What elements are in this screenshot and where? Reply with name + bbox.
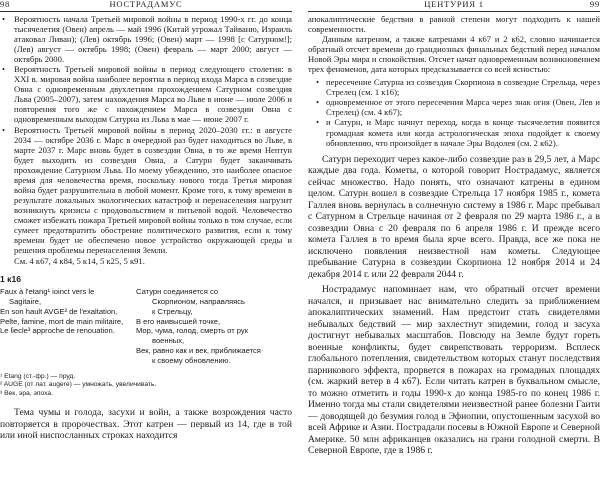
- see-also-reference: См. 4 к67, 4 к84, 5 к14, 5 к25, 5 к91.: [14, 256, 145, 267]
- verse-line: к Стрельцу,: [152, 306, 193, 316]
- verse-line: Скорпионом, направляясь: [152, 297, 246, 307]
- footnote: ¹ Etang (cт.-фр.) — пруд.: [0, 372, 76, 380]
- verse-line: Faux à l'etang¹ ioinct vers le: [0, 287, 95, 297]
- right-page-body: [308, 14, 600, 457]
- right-running-head: [308, 0, 600, 9]
- right-header-rule: [308, 11, 600, 12]
- verse-line: Le ſiecle³ approche de renouation.: [0, 326, 115, 336]
- list-item: • Вероятность Третьей мировой войны в период 2020–2030 гг.: в августе 2034 — октябре 2036 г. Марс в очередной раз будет находиться во Льве, в марте 2037 г. Марс вновь будет в созвездии Овна, в то же время Нептун будет выходить из созвездия Овна, а Сатурн будет заканчивать прохождение Сатурном Льва. По моему убеждению, это наиболее опасное время для человечества время, поскольку нового тогда Третья мировая война будет разрушительна в любой момент. Кроме того, к тому времени в результате локальных экологических катастроф и перенаселения нагрузит возникнуть кризисы с продовольствием и питьевой водой. Человечество сможет избежать пожара Третьей мировой войны только в том случае, если сумеет предотвратить обострение политического развития, если к тому времени будет не обеспечено новое устройство окружающей среды и решения проблемы перенаселения Земли.: [0, 125, 292, 256]
- quatrain: [0, 287, 292, 365]
- verse-line: военных,: [152, 336, 185, 346]
- left-page: [0, 0, 292, 503]
- footnote: ² AUGE (от лат. augere) — умножать, увеличивать.: [0, 381, 157, 389]
- verse-line: Sagitaire,: [9, 297, 42, 307]
- footnote: ³ Век, эра, эпоха.: [0, 389, 53, 397]
- paragraph: Данным катреном, а также катренами 4 к67 и 2 к62, словно начинается обратный отсчет времени до грандиозных финальных бедствий перед началом Новой Эры мира и спокойствия. Отсчет начат одновременным возникновением трех феноменов, дата которых предсказывается со всей ясностью:: [308, 34, 600, 75]
- list-item: • пересечение Сатурна из созвездия Скорпиона в созвездие Стрельца, через Стрелец (см. 1 к16);: [308, 77, 600, 97]
- verse-line: Мор, чума, голод, смерть от рук: [136, 326, 249, 336]
- verse-line: Peſte, famine, mort de main militaire,: [0, 316, 124, 326]
- list-item: • одновременное от этого пересечения Марса через знак огня (Овен, Лев и Стрелец) (см. 4 к67);: [308, 97, 600, 117]
- paragraph: апокалиптические бедствия в равной степени могут подходить к нашей современности.: [308, 14, 600, 35]
- left-page-body: [0, 14, 292, 442]
- paragraph: Нострадамус напоминает нам, что обратный отсчет времени начался, и призывает нас внимательно следить за приближением апокалиптических знамений. Нам предстоит стать свидетелями небывалых бедствий — мир захлестнут эпидемии, голод и засуха достигнут небывалых масштабов. Повсюду на Земле будут гореть военные конфликты, будет свирепствовать терроризм. Всплеск глобального потепления, свидетельством которых станут последствия парникового эффекта, прорвется в пожарах на громадных площадях (см. жаркий ветер в 4 к67). Если читать катрен в буквальном смысле, то можно отметить и годы 1990-х до конца 1985-го по конец 1986 г. Именно тогда мы стали свидетелями неизвестной ранее болезни Гаити — доводящей до безумия голод в Эфиопии, опустошенным засухой во всей Африке и Азии. Пострадали посевы в Южной Европе и Северной Америке. 50 млн африканцев оказались на грани голодной смерти. В Северной Европе, где в 1986 г.: [308, 284, 600, 457]
- verse-line: En son hault AVGE² de l'exaltation,: [0, 306, 118, 316]
- list-item: • Вероятность Третьей мировой войны в период следующего столетия: в XXI в. мировая война наиболее вероятна в период входа Марса в созвездие Овна с одновременным двухлетним прохождением Сатурном созвездия Льва (2005–2007), затем нахождения Марса во Льве в июне — июле 2006 и повторения того же с нахождением Марса в созвездии Овна с одновременным выходом Сатурна из Льва в мае — июне 2007 г.: [0, 64, 292, 124]
- paragraph: Сатурн переходит через какое-либо созвездие раз в 29,5 лет, а Марс каждые два года. Кометы, о которой говорит Нострадамус, является сейчас множество. Надо понять, что означают катрены в едином целом. Сатурн вошел в созвездие Стрельца 17 ноября 1985 г., комета Галлея вновь вернулась в солнечную систему в 1986 г. Марс пребывал с Сатурном в Стрельце начиная от 2 февраля по 29 марта 1986 г., а в созвездии Овна с 20 февраля по 6 апреля 1986 г. И прежде всего комета Галлея в то время была ярче всего. Правда, все же пока не исключено появления неизвестной нам кометы. Следующее пребывание Сатурна в созвездии Скорпиона 12 ноября 2014 и 24 декабря 2014 г. или 22 февраля 2044 г.: [308, 153, 600, 280]
- left-running-head: [0, 0, 292, 9]
- right-page: [308, 0, 600, 503]
- verse-line: В его наивысшей точке,: [136, 316, 221, 326]
- verse-line: Век, равно как и век, приближается: [136, 346, 261, 355]
- phenomena-list: [308, 77, 600, 147]
- quatrain-french: [0, 287, 136, 365]
- list-item: • Вероятность начала Третьей мировой войны в период 1990-х гг. до конца тысячелетия (Овен) апрель — май 1996 (Китай угрожал Тайваню, Израиль атаковал Ливан); (Лев) октябрь 1996; (Овен) март — 1998 [с Сатурном!]; (Лев) август — октябрь 1998; (Овен) февраль — март 2000; август — октябрь 2000.: [0, 14, 292, 64]
- left-page-number: 98: [0, 0, 11, 9]
- war-probability-list: [0, 14, 292, 255]
- footnotes: [0, 373, 292, 399]
- left-running-title: НОСТРАДАМУС: [109, 0, 183, 9]
- quatrain-russian: [136, 287, 292, 365]
- commentary-paragraph: Тема чумы и голода, засухи и войн, а также возрождения часто повторяется в пророчествах. Этот катрен — первый из 14, где в той или иной ниспосланных строках находится: [0, 407, 292, 442]
- verse-line: Сатурн соединяется со: [136, 287, 219, 297]
- verse-line: к своему обновлению.: [152, 355, 231, 365]
- left-header-rule: [0, 11, 292, 12]
- right-page-number: 99: [589, 0, 600, 9]
- list-item: • и Сатурн, и Марс начнут переход, когда в конце тысячелетия появится громадная комета или когда астрологическая эпоха подойдет к своему обновлению, что произойдет в начале Эры Водолея (см. 2 к62).: [308, 117, 600, 147]
- right-running-title: ЦЕНТУРИЯ 1: [424, 0, 484, 9]
- quatrain-heading: 1 к16: [0, 274, 22, 285]
